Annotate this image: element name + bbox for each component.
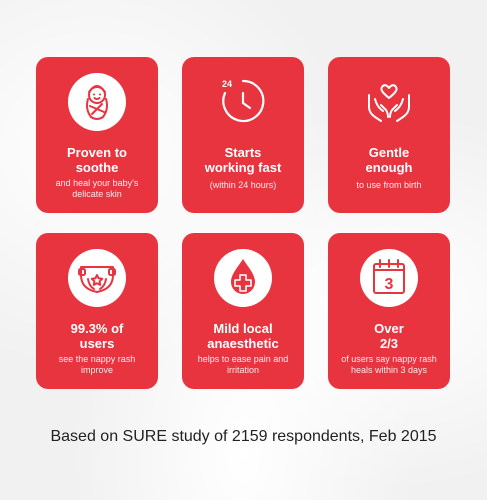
- card-title-line: users: [79, 336, 115, 351]
- benefit-card-anaesthetic: [182, 233, 304, 389]
- card-title-line: Over: [374, 321, 404, 336]
- card-title-line: working fast: [204, 160, 282, 175]
- card-subtitle-line: heals within 3 days: [350, 365, 428, 375]
- card-subtitle-line: improve: [80, 365, 113, 375]
- drop-cross-icon: [214, 249, 272, 307]
- card-title: [334, 321, 444, 351]
- card-subtitle: [190, 180, 296, 191]
- card-title-line: anaesthetic: [207, 336, 279, 351]
- card-subtitle-line: irritation: [226, 365, 259, 375]
- calendar-day-label: 3: [384, 276, 394, 293]
- benefits-grid: [36, 57, 452, 397]
- icon-wrapper: [359, 71, 419, 131]
- icon-circle: [68, 73, 126, 131]
- card-subtitle: [44, 354, 150, 376]
- card-title: [42, 321, 152, 351]
- card-title-line: Starts: [224, 145, 262, 160]
- card-title-line: Proven to: [67, 145, 127, 160]
- nappy-icon: [68, 249, 126, 307]
- card-subtitle-line: see the nappy rash: [58, 354, 136, 364]
- icon-circle: [68, 249, 126, 307]
- card-subtitle-line: and heal your baby's: [55, 178, 139, 188]
- card-subtitle: [190, 354, 296, 376]
- card-subtitle-line: delicate skin: [72, 189, 122, 199]
- card-title: [188, 145, 298, 175]
- card-title-line: 99.3% of: [70, 321, 124, 336]
- benefit-card-users: [36, 233, 158, 389]
- card-title: [42, 145, 152, 175]
- card-title: [334, 145, 444, 175]
- card-subtitle-line: helps to ease pain and: [197, 354, 289, 364]
- study-footnote: Based on SURE study of 2159 respondents, Feb 2015: [50, 428, 437, 445]
- card-title-line: Gentle: [368, 145, 410, 160]
- card-subtitle-line: of users say nappy rash: [341, 354, 437, 364]
- benefit-card-soothe: [36, 57, 158, 213]
- timer-label: 24: [222, 79, 233, 89]
- timer-24-icon: [213, 71, 273, 131]
- icon-circle: [360, 249, 418, 307]
- benefit-card-fast: [182, 57, 304, 213]
- hands-heart-icon: [359, 71, 419, 131]
- card-subtitle-line: to use from birth: [356, 180, 422, 190]
- card-title: [188, 321, 298, 351]
- card-subtitle-line: (within 24 hours): [209, 180, 277, 190]
- card-title-line: soothe: [75, 160, 119, 175]
- calendar-icon: [360, 249, 418, 307]
- card-title-line: 2/3: [379, 336, 399, 351]
- card-subtitle: [336, 180, 442, 191]
- card-subtitle: [44, 178, 150, 200]
- card-title-line: Mild local: [213, 321, 273, 336]
- baby-icon: [68, 73, 126, 131]
- icon-wrapper: [213, 71, 273, 131]
- benefit-card-gentle: [328, 57, 450, 213]
- icon-circle: [214, 249, 272, 307]
- benefit-card-heals: [328, 233, 450, 389]
- card-subtitle: [336, 354, 442, 376]
- card-title-line: enough: [365, 160, 413, 175]
